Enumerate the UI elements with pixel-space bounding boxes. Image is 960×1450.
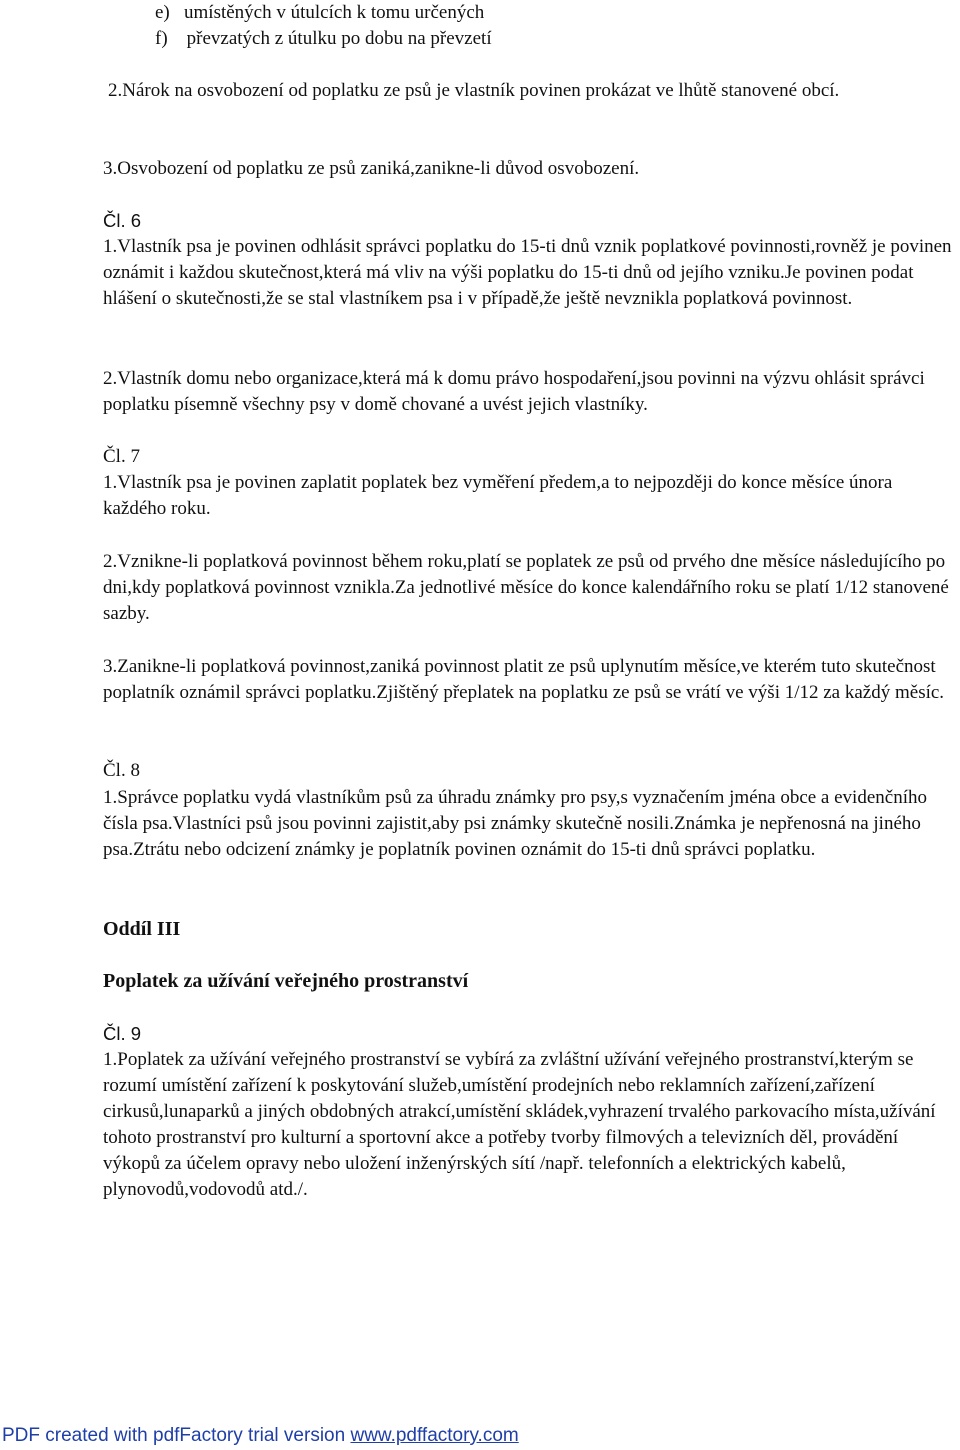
paragraph-proof-deadline: 2.Nárok na osvobození od poplatku ze psů je vlastník povinen prokázat ve lhůtě stanovené obcí. [108,80,840,101]
article-7-paragraph-1: 1.Vlastník psa je povinen zaplatit poplatek bez vyměření předem,a to nejpozději do konce měsíce února každého roku. [103,472,893,519]
footer-text: PDF created with pdfFactory trial version [2,1425,351,1446]
pdf-footer [2,1425,519,1447]
article-heading-7: Čl. 7 [103,446,140,467]
article-7-paragraph-2: 2.Vznikne-li poplatková povinnost během roku,platí se poplatek ze psů od prvého dne měsíce následujícího po dni,kdy poplatková povinnost vznikla.Za jednotlivé měsíce do konce kalendářního roku se platí 1/12 stanovené sazby. [103,551,949,624]
section-heading: Oddíl III [103,918,181,940]
footer-link[interactable]: www.pdffactory.com [350,1425,519,1446]
section-subheading: Poplatek za užívání veřejného prostranství [103,970,469,992]
article-heading-9: Čl. 9 [103,1023,142,1044]
article-heading-8: Čl. 8 [103,760,140,781]
paragraph-exemption-end: 3.Osvobození od poplatku ze psů zaniká,zanikne-li důvod osvobození. [103,158,640,179]
list-item-f [155,26,492,52]
list-marker: f) [155,28,168,49]
article-9-paragraph-1: 1.Poplatek za užívání veřejného prostranství se vybírá za zvláštní užívání veřejného prostranství,kterým se rozumí umístění zařízení k poskytování služeb,umístění prodejních nebo reklamních zařízení,zařízení cirkusů,lunaparků a jiných obdobných atrakcí,umístění skládek,vyhrazení trvalého parkovacího místa,užívání tohoto prostranství pro kulturní a sportovní akce a potřeby tvorby filmových a televizních děl, provádění výkopů za účelem opravy nebo uložení inženýrských sítí /např. telefonních a elektrických kabelů, plynovodů,vodovodů atd./. [103,1049,936,1200]
list-item-text: umístěných v útulcích k tomu určených [184,2,485,23]
article-8-paragraph-1: 1.Správce poplatku vydá vlastníkům psů za úhradu známky pro psy,s vyznačením jména obce a evidenčního čísla psa.Vlastníci psů jsou povinni zajistit,aby psi známky skutečně nosili.Známka je nepřenosná na jiného psa.Ztrátu nebo odcizení známky je poplatník povinen oznámit do 15-ti dnů správci poplatku. [103,787,927,860]
list-marker: e) [155,2,170,23]
article-6-paragraph-1: 1.Vlastník psa je povinen odhlásit správci poplatku do 15-ti dnů vznik poplatkové povinnosti,rovněž je povinen oznámit i každou skutečnost,která má vliv na výši poplatku do 15-ti dnů od jejího vzniku.Je povinen podat hlášení o skutečnosti,že se stal vlastníkem psa i v případě,že ještě nevznikla poplatková povinnost. [103,236,952,309]
article-heading-6: Čl. 6 [103,210,142,231]
list-item-text: převzatých z útulku po dobu na převzetí [186,28,492,49]
article-6-paragraph-2: 2.Vlastník domu nebo organizace,která má k domu právo hospodaření,jsou povinni na výzvu ohlásit správci poplatku písemně všechny psy v domě chované a uvést jejich vlastníky. [103,368,925,415]
article-7-paragraph-3: 3.Zanikne-li poplatková povinnost,zaniká povinnost platit ze psů uplynutím měsíce,ve kterém tuto skutečnost poplatník oznámil správci poplatku.Zjištěný přeplatek na poplatku ze psů se vrátí ve výši 1/12 za každý měsíc. [103,656,945,703]
list-item-e [155,0,484,26]
